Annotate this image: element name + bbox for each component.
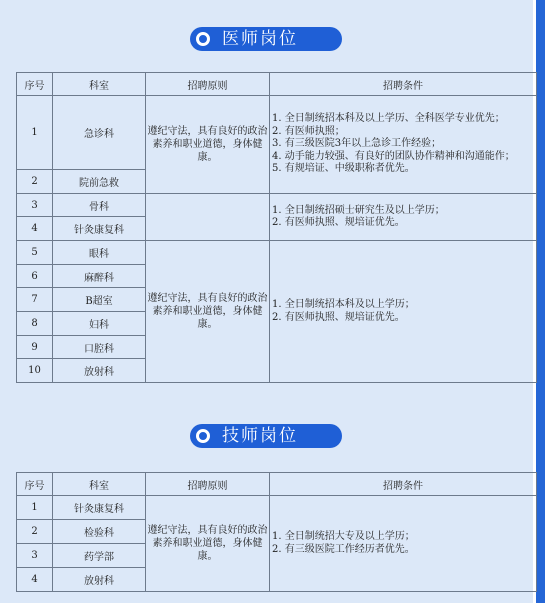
header-principle: 招聘原则: [146, 73, 270, 96]
row-no: 2: [17, 170, 53, 194]
principle-cell-empty: [146, 194, 270, 241]
row-dept: 骨科: [53, 194, 146, 217]
header-principle: 招聘原则: [146, 473, 270, 496]
row-no: 1: [17, 496, 53, 520]
section-title-physician: [190, 27, 342, 51]
row-dept: 放射科: [53, 568, 146, 592]
row-no: 2: [17, 520, 53, 544]
requirement-line: 1. 全日制统招硕士研究生及以上学历；: [272, 204, 445, 216]
row-no: 1: [17, 96, 53, 170]
row-no: 9: [17, 336, 53, 359]
requirement-line: 1. 全日制统招本科及以上学历、全科医学专业优先；: [272, 113, 505, 125]
row-no: 4: [17, 568, 53, 592]
header-no: 序号: [17, 73, 53, 96]
row-dept: 药学部: [53, 544, 146, 568]
section-title-text: 医师岗位: [222, 29, 298, 49]
table-row: [17, 496, 537, 520]
row-no: 8: [17, 312, 53, 336]
requirement-line: 3. 有三级医院3年以上急诊工作经验；: [272, 138, 442, 150]
table-row: [17, 96, 537, 170]
table-header-row: [17, 473, 537, 496]
row-no: 5: [17, 241, 53, 265]
table-row: [17, 194, 537, 217]
row-no: 6: [17, 265, 53, 288]
header-no: 序号: [17, 473, 53, 496]
row-dept: 院前急救: [53, 170, 146, 194]
requirement-line: 2. 有三级医院工作经历者优先。: [272, 543, 415, 555]
section-title-technician: [190, 424, 342, 448]
row-no: 10: [17, 359, 53, 383]
row-no: 3: [17, 194, 53, 217]
row-dept: 针灸康复科: [53, 496, 146, 520]
principle-cell: 遵纪守法，具有良好的政治素养和职业道德，身体健康。: [146, 96, 270, 194]
requirements-cell: [270, 194, 537, 241]
principle-cell: 遵纪守法，具有良好的政治素养和职业道德，身体健康。: [146, 496, 270, 592]
row-no: 3: [17, 544, 53, 568]
circle-bullet-icon: [196, 32, 210, 46]
technician-table: [16, 472, 537, 592]
row-no: 4: [17, 217, 53, 241]
row-dept: 检验科: [53, 520, 146, 544]
requirement-line: 4. 动手能力较强、有良好的团队协作精神和沟通能作；: [272, 150, 515, 162]
row-dept: 针灸康复科: [53, 217, 146, 241]
row-dept: 口腔科: [53, 336, 146, 359]
principle-cell: 遵纪守法，具有良好的政治素养和职业道德，身体健康。: [146, 241, 270, 383]
row-dept: 麻醉科: [53, 265, 146, 288]
header-requirement: 招聘条件: [270, 473, 537, 496]
section-title-text: 技师岗位: [222, 426, 298, 446]
physician-table: [16, 72, 537, 383]
circle-bullet-icon: [196, 429, 210, 443]
table-row: [17, 241, 537, 265]
row-dept: 急诊科: [53, 96, 146, 170]
requirement-line: 2. 有医师执照、规培证优先。: [272, 311, 405, 323]
row-no: 7: [17, 288, 53, 312]
row-dept: 妇科: [53, 312, 146, 336]
requirements-cell: [270, 96, 537, 194]
requirement-line: 2. 有医师执照；: [272, 125, 345, 137]
header-requirement: 招聘条件: [270, 73, 537, 96]
requirement-line: 5. 有规培证、中级职称者优先。: [272, 163, 415, 175]
row-dept: B超室: [53, 288, 146, 312]
requirement-line: 1. 全日制统招大专及以上学历；: [272, 531, 415, 542]
table-header-row: [17, 73, 537, 96]
header-dept: 科室: [53, 473, 146, 496]
requirement-line: 2. 有医师执照、规培证优先。: [272, 217, 405, 228]
row-dept: 眼科: [53, 241, 146, 265]
header-dept: 科室: [53, 73, 146, 96]
requirement-line: 1. 全日制统招本科及以上学历；: [272, 299, 415, 310]
right-edge-bar: [536, 0, 545, 603]
requirements-cell: [270, 496, 537, 592]
row-dept: 放射科: [53, 359, 146, 383]
requirements-cell: [270, 241, 537, 383]
